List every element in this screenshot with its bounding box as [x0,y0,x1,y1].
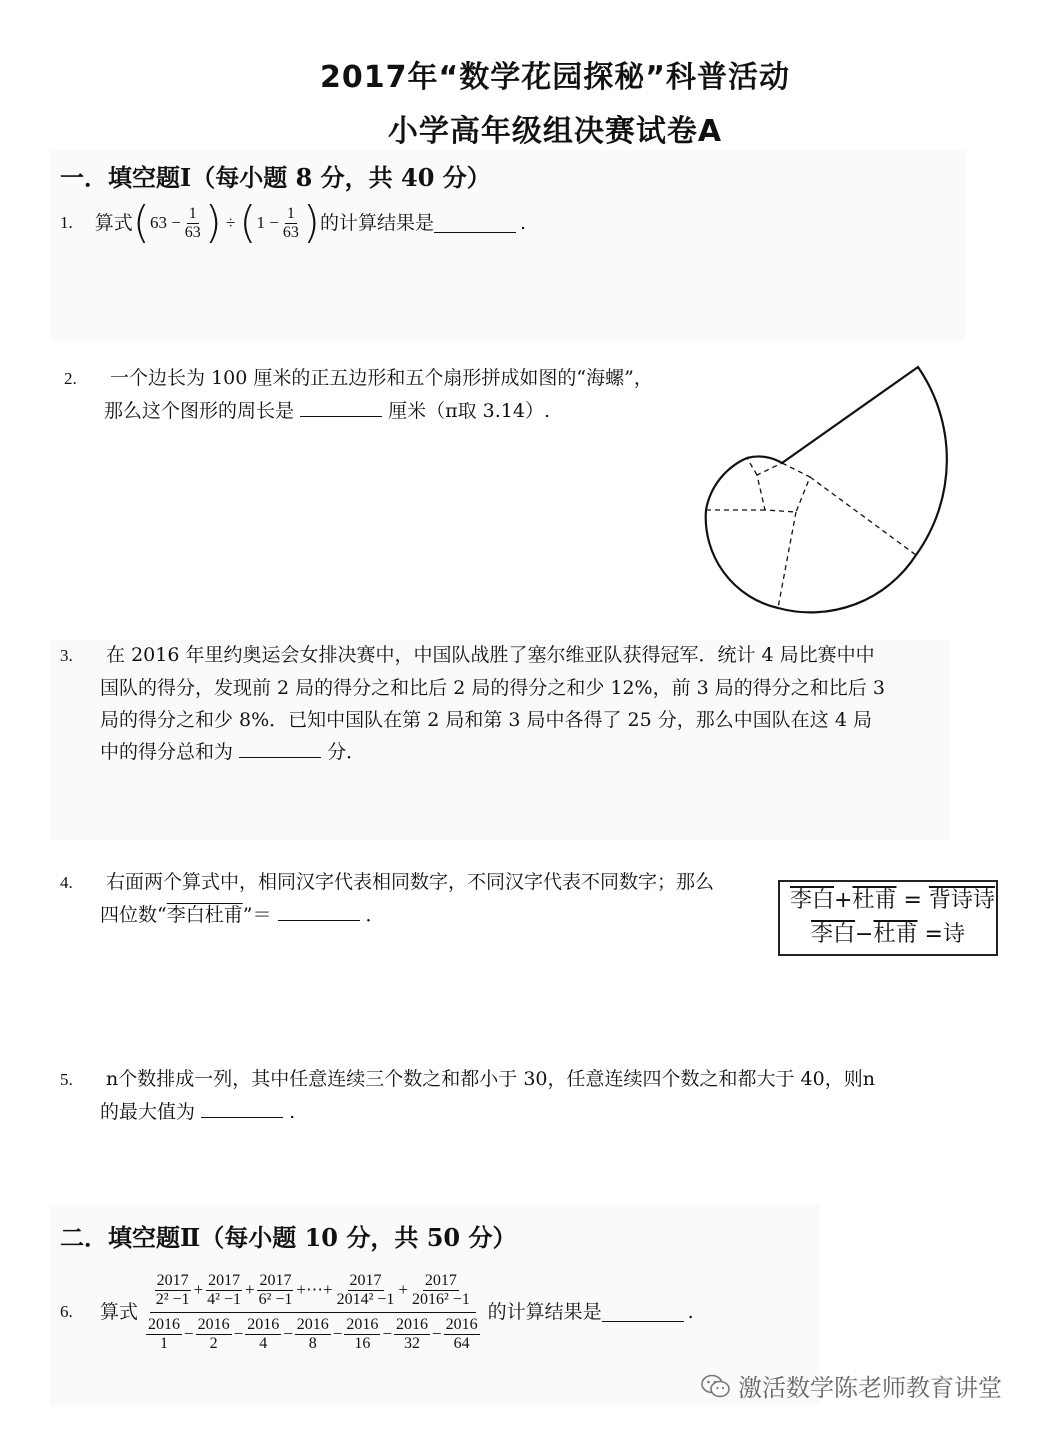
q6-top-num: 2017 [208,1271,241,1289]
q4-answer-blank[interactable] [278,902,360,921]
q5-line1: n个数排成一列，其中任意连续三个数之和都小于 30，任意连续四个数之和都大于 40，则n [106,1068,875,1090]
q5-line2-a: 的最大值为 [100,1101,196,1123]
q6-top-frac [154,1272,192,1309]
question-1 [60,196,526,250]
q6-bot-frac [394,1316,430,1353]
q6-number: 6. [60,1302,73,1321]
pentagon-dashed [706,458,916,608]
q6-top-den: 2014² −1 [336,1290,395,1308]
q3-line1: 在 2016 年里约奥运会女排决赛中，中国队战胜了塞尔维亚队获得冠军．统计 4 局比赛中中 [106,644,875,666]
q1-number: 1. [60,213,73,232]
q6-denominator [144,1313,482,1353]
eq1-a: 李白 [790,888,835,913]
q1-frac1-num: 1 [188,204,197,222]
q3-line2: 国队的得分，发现前 2 局的得分之和比后 2 局的得分之和少 12%，前 3 局的得分之和比后 3 [100,677,885,699]
q4-line2-b: ”＝ [242,904,272,926]
q6-bot-op: − [332,1324,343,1343]
q6-top-frac [205,1272,243,1309]
eq1-b: 杜甫 [852,888,897,913]
q1-frac1-den: 63 [184,223,201,241]
q6-top-frac [410,1272,472,1309]
q6-top-den: 2² −1 [155,1290,190,1308]
q4-equation-1 [790,884,995,918]
q6-bot-num: 2016 [395,1315,428,1333]
q6-top-op: + [193,1280,204,1299]
q6-bot-op: − [283,1324,293,1343]
q1-op: ÷ [225,213,236,232]
q1-suffix: 的计算结果是 [319,212,434,234]
q1-fraction-2 [281,205,301,242]
q3-answer-blank[interactable] [239,739,321,758]
q6-bot-den: 32 [403,1334,420,1352]
q6-bot-num: 2016 [445,1315,478,1333]
paren-close: ) [302,197,320,248]
page-title-line2: 小学高年级组决赛试卷A [387,114,723,149]
q3-line3: 局的得分之和少 8%．已知中国队在第 2 局和第 3 局中各得了 25 分，那么中国队在这 4 局 [100,709,872,731]
q1-b: 1 − [256,213,279,232]
q6-answer-blank[interactable] [602,1303,684,1322]
eq2-c: 诗 [942,922,965,947]
section1-heading: 一．填空题Ⅰ（每小题 8 分，共 40 分） [60,163,491,192]
q4-line2-c: ． [365,904,385,926]
eq1-eq: = [903,888,922,913]
q4-line1: 右面两个算式中，相同汉字代表相同数字，不同汉字代表不同数字；那么 [106,871,715,893]
q3-number: 3. [60,646,73,665]
question-5 [60,1063,875,1128]
paren-open: ( [239,197,257,248]
q6-bot-den: 8 [308,1334,317,1352]
q6-top-num: 2017 [259,1271,292,1289]
q6-top-op: + [398,1280,409,1299]
q6-bot-op: − [233,1324,244,1343]
eq1-op: + [834,888,853,913]
q4-equation-box [778,880,998,956]
q2-line1: 一个边长为 100 厘米的正五边形和五个扇形拼成如图的“海螺”， [110,367,653,389]
q6-bot-op: − [184,1324,194,1343]
q6-bot-den: 16 [354,1334,371,1352]
paren-close: ) [204,197,222,248]
q6-bot-num: 2016 [247,1315,280,1333]
q6-top-op: + [244,1280,255,1299]
q6-bot-den: 2 [209,1334,218,1352]
q1-end: . [520,212,527,234]
question-4 [60,866,714,931]
q6-end: . [687,1301,694,1323]
q6-bot-num: 2016 [296,1315,329,1333]
q2-number: 2. [64,369,77,388]
q6-top-op: +⋯+ [296,1280,333,1299]
q6-bot-den: 4 [259,1334,268,1352]
q1-fraction-1 [183,205,203,242]
q6-numerator [150,1272,476,1313]
q6-bot-frac [146,1316,182,1353]
q6-top-num: 2017 [156,1271,189,1289]
q2-line2-a: 那么这个图形的周长是 [104,400,295,422]
q5-line2-b: . [289,1101,296,1123]
q4-line2-overline: 李白杜甫 [166,904,243,926]
q6-top-frac [335,1272,397,1309]
q6-top-den: 6² −1 [258,1290,293,1308]
q2-line2-b: 厘米（π取 3.14）. [388,400,550,422]
q6-bot-frac [295,1316,331,1353]
section2-heading: 二．填空题Ⅱ（每小题 10 分，共 50 分） [60,1223,517,1252]
q1-answer-blank[interactable] [434,214,516,233]
q4-equation-2 [790,918,986,952]
watermark-text: 激活数学陈老师教育讲堂 [738,1374,1002,1402]
q6-top-frac [257,1272,295,1309]
q6-bot-frac [444,1316,480,1353]
question-2 [64,362,653,427]
eq2-eq: = [924,922,943,947]
q6-bot-frac [196,1316,232,1353]
q6-bot-frac [245,1316,281,1353]
q6-bot-den: 64 [453,1334,470,1352]
q6-bot-frac [344,1316,380,1353]
q6-top-den: 4² −1 [207,1290,241,1308]
watermark [700,1368,1002,1403]
q6-bot-num: 2016 [197,1315,230,1333]
eq2-b: 杜甫 [873,922,918,947]
question-3 [60,639,885,768]
eq2-a: 李白 [811,922,856,947]
q6-top-num: 2017 [349,1271,382,1289]
q1-frac2-den: 63 [282,223,299,241]
q3-line4-b: 分． [327,741,366,763]
q3-line4-a: 中的得分总和为 [100,741,234,763]
question-6 [60,1264,694,1360]
q1-a: 63 − [149,213,181,232]
q6-bot-op: − [431,1324,442,1343]
q1-prefix: 算式 [94,212,133,234]
q6-bot-num: 2016 [148,1315,181,1333]
eq1-c: 背诗诗 [928,888,995,913]
eq2-op: − [855,922,874,947]
q6-bot-den: 1 [160,1334,169,1352]
wechat-icon [700,1372,732,1400]
q6-top-den: 2016² −1 [412,1290,470,1308]
q2-answer-blank[interactable] [300,398,382,417]
page-title-line1: 2017年“数学花园探秘”科普活动 [320,60,790,95]
q6-bot-op: − [382,1324,392,1343]
q5-answer-blank[interactable] [201,1099,283,1118]
q6-bot-num: 2016 [346,1315,379,1333]
q4-number: 4. [60,873,73,892]
q6-suffix: 的计算结果是 [487,1301,602,1323]
q5-number: 5. [60,1070,73,1089]
paren-open: ( [132,197,150,248]
q4-line2-a: 四位数“ [100,904,167,926]
q6-top-num: 2017 [424,1271,457,1289]
q6-prefix: 算式 [100,1301,139,1323]
conch-figure [690,355,960,620]
q6-big-fraction [144,1272,482,1353]
q1-frac2-num: 1 [286,204,295,222]
